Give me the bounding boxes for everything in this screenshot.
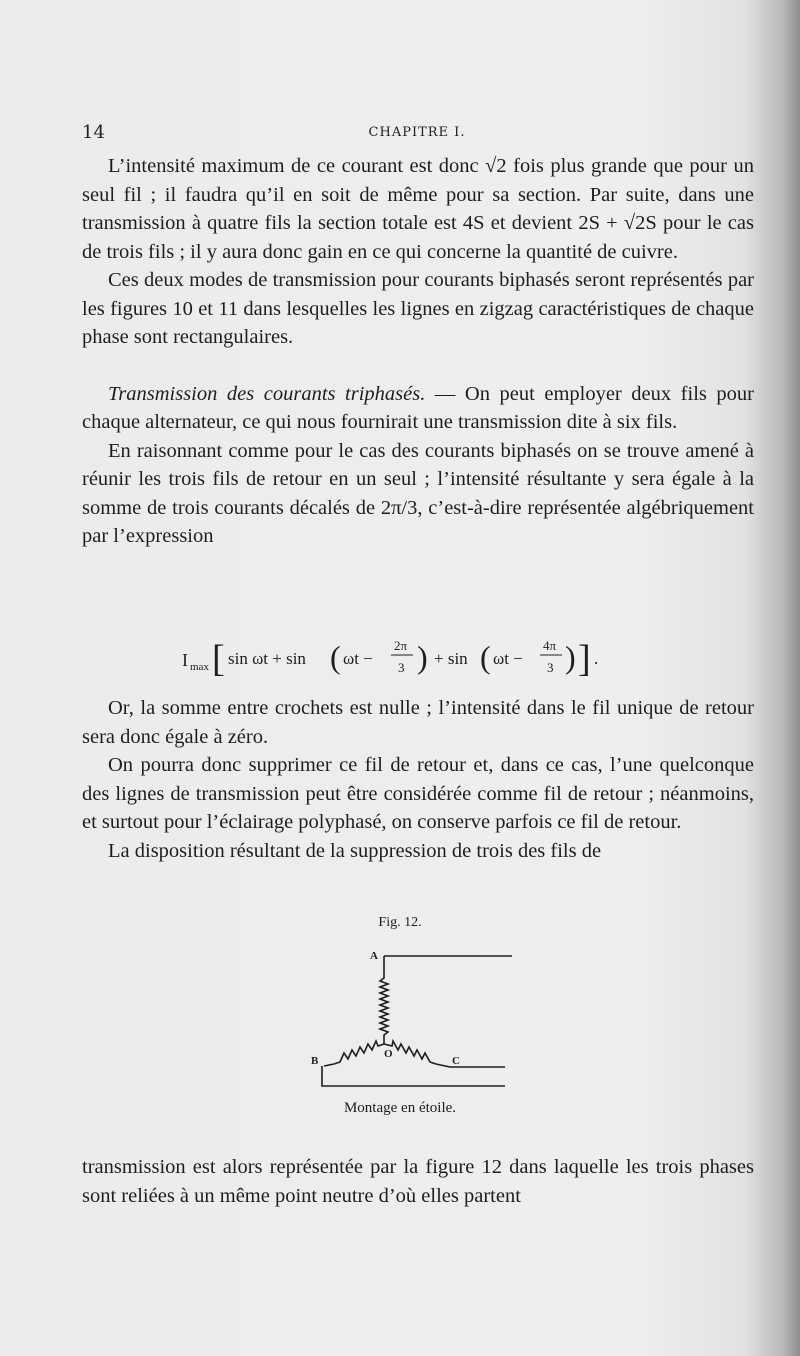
paren-open: ( xyxy=(480,639,491,675)
paragraph-text: — On peut employer deux fils pour chaque alternateur, ce qui nous fournirait une transmission dite à six fils. xyxy=(82,382,754,433)
formula-wt: ωt − xyxy=(343,649,373,668)
paren-open: ( xyxy=(330,639,341,675)
paragraph: Ces deux modes de transmission pour courants biphasés seront représentés par les figures 10 et 11 dans lesquelles les lignes en zigzag caractéristiques de chaque phase sont rectangulaires. xyxy=(82,269,754,348)
label-b: B xyxy=(311,1055,319,1067)
main-text xyxy=(82,152,754,551)
formula xyxy=(0,632,800,694)
formula-sub: max xyxy=(190,661,209,673)
formula-graphic xyxy=(180,632,620,688)
denominator: 3 xyxy=(547,660,554,675)
left-bracket: [ xyxy=(212,638,225,680)
figure-title: Fig. 12. xyxy=(378,915,422,930)
numerator: 2π xyxy=(394,638,408,653)
numerator: 4π xyxy=(543,638,557,653)
label-a: A xyxy=(370,950,378,962)
formula-period: . xyxy=(594,649,599,668)
paren-close: ) xyxy=(565,639,576,675)
paragraph: Or, la somme entre crochets est nulle ; l’intensité dans le fil unique de retour sera donc égale à zéro. xyxy=(82,697,754,748)
denominator: 3 xyxy=(398,660,405,675)
label-c: C xyxy=(452,1055,460,1067)
paragraph: En raisonnant comme pour le cas des courants biphasés on se trouve amené à réunir les trois fils de retour en un seul ; l’intensité résultante y sera égale à la somme de trois courants décalés de 2π/3, c’est-à-dire représentée algébriquement par l’expression xyxy=(82,439,754,547)
phase-b-winding xyxy=(324,1041,384,1066)
formula-plus-sin: + sin xyxy=(434,649,468,668)
phase-c-winding xyxy=(384,1041,450,1067)
paragraph: La disposition résultant de la suppression de trois des fils de xyxy=(108,839,602,862)
paragraph: transmission est alors représentée par la figure 12 dans laquelle les trois phases sont reliées à un même point neutre d’où elles partent xyxy=(82,1156,754,1207)
formula-i: I xyxy=(182,650,188,670)
page-header xyxy=(82,122,752,146)
label-o: O xyxy=(384,1048,393,1060)
running-title: CHAPITRE I. xyxy=(368,125,466,140)
figure-caption: Montage en étoile. xyxy=(343,1100,457,1116)
line-b xyxy=(322,1066,505,1086)
formula-wt: ωt − xyxy=(493,649,523,668)
main-text-continued xyxy=(82,694,754,865)
page-number: 14 xyxy=(82,122,105,143)
paragraph: On pourra donc supprimer ce fil de retour et, dans ce cas, l’une quelconque des lignes de transmission peut être considérée comme fil de retour ; néanmoins, et surtout pour l’éclairage polyphasé, on conserve parfois ce fil de retour. xyxy=(82,754,754,833)
continuation-text xyxy=(82,1153,754,1211)
paren-close: ) xyxy=(417,639,428,675)
paragraph: L’intensité maximum de ce courant est donc √2 fois plus grande que pour un seul fil ; il faudra qu’il en soit de même pour sa section. Par suite, dans une transmission à quatre fils la section totale est 4S et devient 2S + √2S pour le cas de trois fils ; il y aura donc gain en ce qui concerne la quantité de cuivre. xyxy=(82,155,754,263)
formula-sin: sin ωt + sin xyxy=(228,649,306,668)
section-heading: Transmission des courants triphasés. xyxy=(108,382,426,405)
star-connection-diagram xyxy=(300,940,530,1100)
right-bracket: ] xyxy=(578,638,591,680)
phase-a-winding xyxy=(380,956,388,1044)
paragraph xyxy=(82,380,754,437)
